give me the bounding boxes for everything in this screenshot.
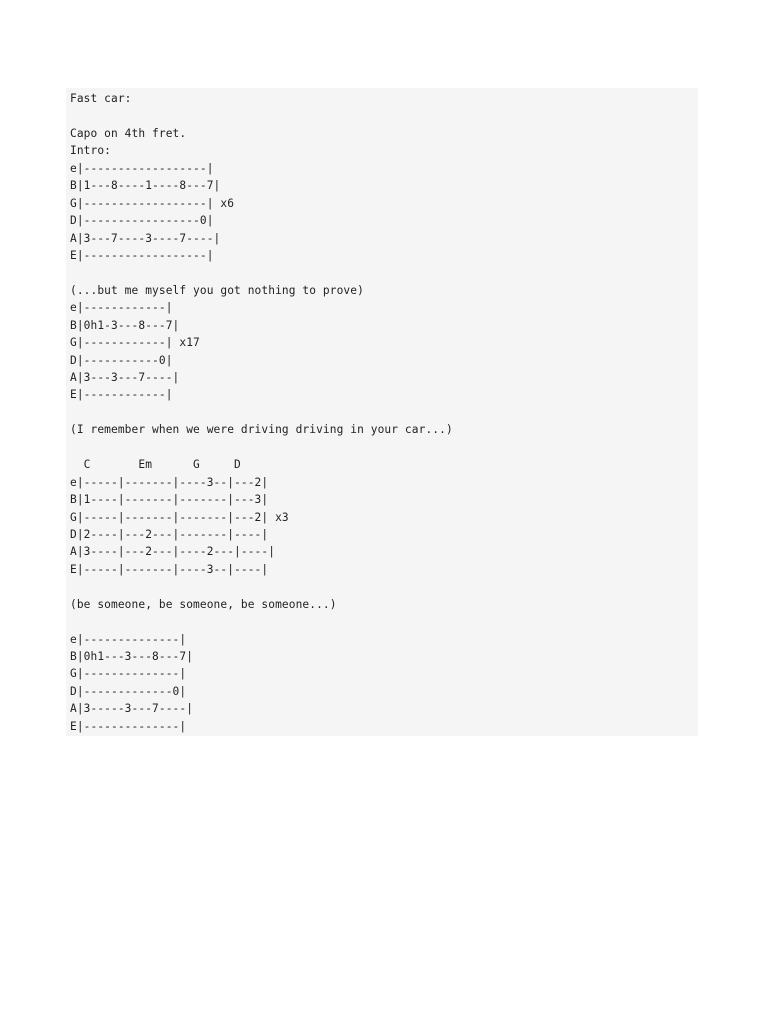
tab-line: A|3-----3---7----| <box>70 702 194 716</box>
tab-line: e|-----|-------|----3--|---2| <box>70 475 269 489</box>
tab-line: E|--------------| <box>70 719 187 733</box>
tab-line: Fast car: <box>70 92 132 105</box>
tab-line: e|------------------| <box>70 161 214 175</box>
tab-line: E|------------| <box>70 388 173 402</box>
tab-line: C Em G D <box>70 458 241 472</box>
tab-line: G|--------------| <box>70 667 187 681</box>
tab-line: A|3---3---7----| <box>70 371 180 384</box>
tab-line: D|-------------0| <box>70 684 187 698</box>
tab-line: D|-----------------0| <box>70 214 214 228</box>
tab-line <box>70 613 698 630</box>
tab-line: B|0h1-3---8---7| <box>70 318 180 332</box>
tab-line: G|-----|-------|-------|---2| x3 <box>70 510 289 524</box>
tab-line: G|------------------| x6 <box>70 196 235 210</box>
tab-line: Capo on 4th fret. <box>70 126 187 140</box>
tab-line: A|3----|---2---|----2---|----| <box>70 545 276 559</box>
tab-line: e|--------------| <box>70 632 187 646</box>
tab-line: G|------------| x17 <box>70 336 200 350</box>
tab-line: (...but me myself you got nothing to prove) <box>70 283 364 297</box>
tab-line: B|0h1---3---8---7| <box>70 650 194 663</box>
tab-line: E|------------------| <box>70 248 214 262</box>
tab-line <box>70 264 698 281</box>
tab-line <box>70 439 698 456</box>
tab-line: (I remember when we were driving driving in your car...) <box>70 423 453 437</box>
tab-document <box>66 88 698 736</box>
tab-line: D|2----|---2---|-------|----| <box>70 527 269 541</box>
tab-line: (be someone, be someone, be someone...) <box>70 597 337 611</box>
tab-line: B|1---8----1----8---7| <box>70 179 221 193</box>
tab-line: E|-----|-------|----3--|----| <box>70 562 269 576</box>
tab-line <box>70 404 698 421</box>
tab-line <box>70 107 698 124</box>
tab-line: e|------------| <box>70 301 173 315</box>
tab-line: D|-----------0| <box>70 353 173 367</box>
tab-line: Intro: <box>70 144 112 158</box>
tab-line <box>70 578 698 595</box>
tab-line: B|1----|-------|-------|---3| <box>70 493 269 507</box>
tab-line: A|3---7----3----7----| <box>70 231 221 245</box>
